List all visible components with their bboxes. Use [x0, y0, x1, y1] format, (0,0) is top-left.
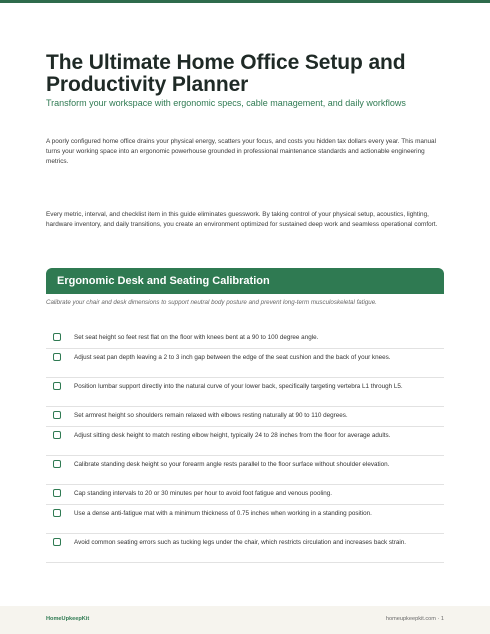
checklist-item-text: Position lumbar support directly into the natural curve of your lower back, specifically targeting vertebra L1 through L5.: [74, 383, 403, 390]
checkbox[interactable]: [53, 538, 61, 546]
checklist-item: [46, 378, 444, 407]
checkbox[interactable]: [53, 333, 61, 341]
section-title: Ergonomic Desk and Seating Calibration: [57, 275, 270, 287]
section-header: [46, 268, 444, 294]
checklist-item: [46, 427, 444, 456]
section-description: Calibrate your chair and desk dimensions to support neutral body posture and prevent long-term musculoskeletal fatigue.: [46, 299, 377, 306]
checkbox[interactable]: [53, 460, 61, 468]
checklist-item-text: Set armrest height so shoulders remain relaxed with elbows resting naturally at 90 to 110 degrees.: [74, 412, 348, 419]
checklist-item: [46, 456, 444, 485]
checkbox[interactable]: [53, 431, 61, 439]
checkbox[interactable]: [53, 382, 61, 390]
checklist-item: [46, 349, 444, 378]
page-subtitle: Transform your workspace with ergonomic specs, cable management, and daily workflows: [46, 98, 406, 108]
footer-page-info: homeupkeepkit.com · 1: [385, 616, 444, 622]
page-title: The Ultimate Home Office Setup and Productivity Planner: [46, 51, 406, 96]
checklist-item-text: Calibrate standing desk height so your forearm angle rests parallel to the floor surface without shoulder elevation.: [74, 461, 390, 468]
checkbox[interactable]: [53, 353, 61, 361]
checklist-item-text: Adjust sitting desk height to match resting elbow height, typically 24 to 28 inches from the floor for average adults.: [74, 432, 391, 439]
checkbox[interactable]: [53, 509, 61, 517]
checklist-item-text: Use a dense anti-fatigue mat with a minimum thickness of 0.75 inches when working in a standing position.: [74, 510, 372, 517]
checkbox[interactable]: [53, 411, 61, 419]
checklist-item: [46, 534, 444, 563]
checkbox[interactable]: [53, 489, 61, 497]
checklist-item: [46, 485, 444, 505]
checklist: [46, 329, 444, 563]
page-footer: [0, 606, 490, 634]
checklist-item: [46, 505, 444, 534]
checklist-item: [46, 407, 444, 427]
checklist-item-text: Avoid common seating errors such as tucking legs under the chair, which restricts circulation and increases back strain.: [74, 539, 407, 546]
intro-paragraph-1: A poorly configured home office drains your physical energy, scatters your focus, and costs you hidden tax dollars every year. This manual turns your working space into an ergonomic powerhouse grounded in professional maintenance standards and actionable engineering metrics.: [46, 138, 437, 165]
top-rule: [0, 0, 490, 3]
checklist-item-text: Adjust seat pan depth leaving a 2 to 3 inch gap between the edge of the seat cushion and the back of your knees.: [74, 354, 391, 361]
footer-brand: HomeUpkeepKit: [46, 616, 90, 622]
checklist-item: [46, 329, 444, 349]
checklist-item-text: Set seat height so feet rest flat on the floor with knees bent at a 90 to 100 degree angle.: [74, 334, 319, 341]
checklist-item-text: Cap standing intervals to 20 or 30 minutes per hour to avoid foot fatigue and venous pooling.: [74, 490, 332, 497]
intro-paragraph-2: Every metric, interval, and checklist item in this guide eliminates guesswork. By taking control of your physical setup, acoustics, lighting, hardware inventory, and daily transitions, you create an environment optimized for sustained deep work and seamless operational comfort.: [46, 211, 438, 228]
